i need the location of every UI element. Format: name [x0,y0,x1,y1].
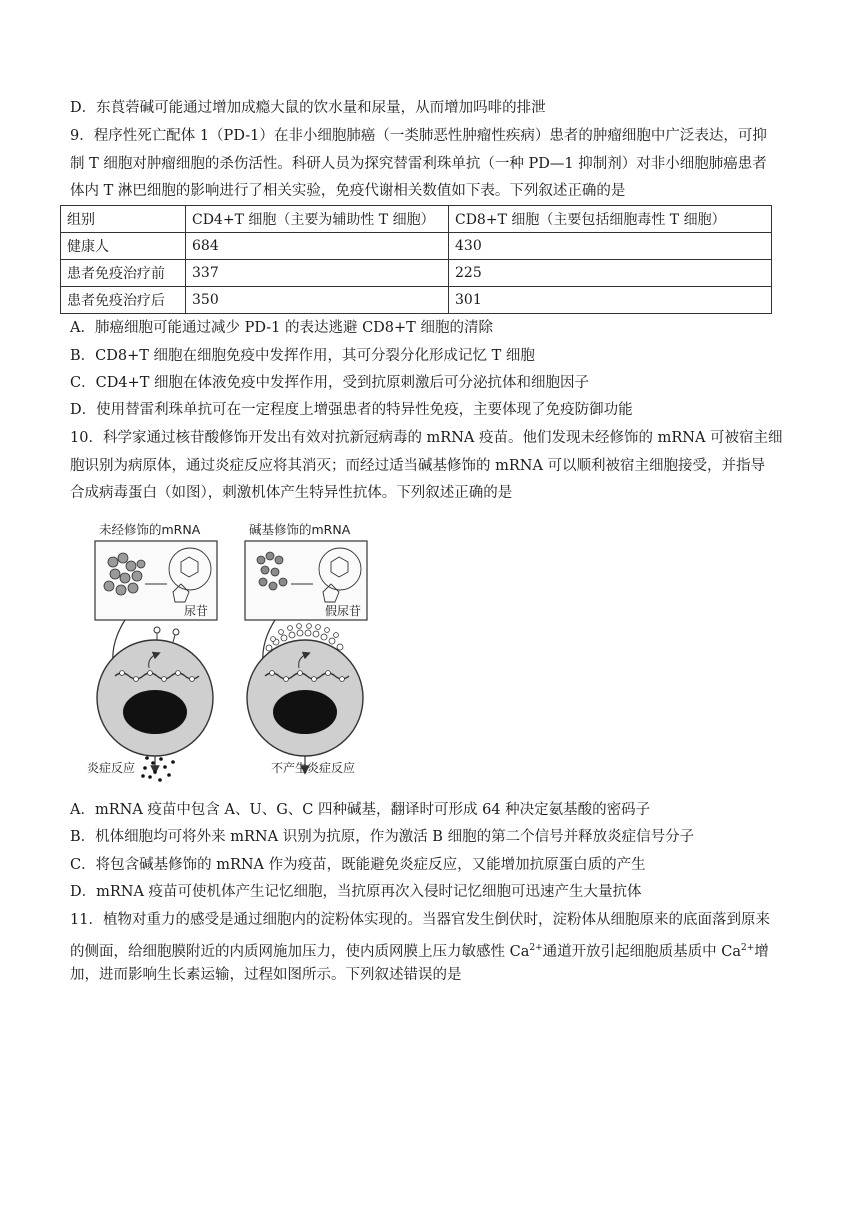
table-cell: 患者免疫治疗前 [61,260,186,287]
q10-option-c: C．将包含碱基修饰的 mRNA 作为疫苗，既能避免炎症反应，又能增加抗原蛋白质的产生 [70,857,646,873]
table-header-cell: CD8+T 细胞（主要包括细胞毒性 T 细胞） [449,206,772,233]
q10-option-b: B．机体细胞均可将外来 mRNA 识别为抗原，作为激活 B 细胞的第二个信号并释放炎症信号分子 [70,829,695,845]
q10-option-d: D．mRNA 疫苗可使机体产生记忆细胞，当抗原再次入侵时记忆细胞可迅速产生大量抗体 [70,884,642,900]
q11-sup-2: 2+ [741,943,755,953]
q10-option-a: A．mRNA 疫苗中包含 A、U、G、C 四种碱基，翻译时可形成 64 种决定氨基酸的密码子 [70,802,651,818]
t-cell-table [60,205,772,314]
q9-option-d: D．使用替雷利珠单抗可在一定程度上增强患者的特异性免疫，主要体现了免疫防御功能 [70,402,633,418]
q9-option-c: C．CD4+T 细胞在体液免疫中发挥作用，受到抗原刺激后可分泌抗体和细胞因子 [70,375,589,391]
q9-stem-line1: 9．程序性死亡配体 1（PD-1）在非小细胞肺癌（一类肺恶性肿瘤性疾病）患者的肿瘤细胞中广泛表达，可抑 [70,128,767,144]
table-row [61,287,772,314]
table-row [61,260,772,287]
table-cell: 684 [186,233,449,260]
left-title: 未经修饰的mRNA [99,522,201,537]
right-result-label: 不产生炎症反应 [271,761,356,775]
q8-option-d: D．东莨菪碱可能通过增加成瘾大鼠的饮水量和尿量，从而增加吗啡的排泄 [70,100,546,116]
q9-option-b: B．CD8+T 细胞在细胞免疫中发挥作用，其可分裂分化形成记忆 T 细胞 [70,348,535,364]
q11-stem-line1: 11．植物对重力的感受是通过细胞内的淀粉体实现的。当器官发生倒伏时，淀粉体从细胞原来的底面落到原来 [70,912,770,928]
table-header-row [61,206,772,233]
table-cell: 健康人 [61,233,186,260]
table-cell: 225 [449,260,772,287]
pseudouridine-label: 假尿苷 [325,604,362,618]
q9-stem-line2: 制 T 细胞对肿瘤细胞的杀伤活性。科研人员为探究替雷利珠单抗（一种 PD—1 抑制剂）对非小细胞肺癌患者 [70,156,767,172]
table-cell: 430 [449,233,772,260]
table-cell: 患者免疫治疗后 [61,287,186,314]
mrna-figure [85,514,385,786]
left-nucleus [123,690,187,734]
q10-stem-line3: 合成病毒蛋白（如图），刺激机体产生特异性抗体。下列叙述正确的是 [70,485,513,501]
table-header-cell: CD4+T 细胞（主要为辅助性 T 细胞） [186,206,449,233]
q11-line2-mid: 通道开放引起细胞质基质中 Ca [542,943,741,960]
q11-stem-line3: 加，进而影响生长素运输，过程如图所示。下列叙述错误的是 [70,967,462,983]
q9-stem-line3: 体内 T 淋巴细胞的影响进行了相关实验，免疫代谢相关数值如下表。下列叙述正确的是 [70,183,626,199]
right-nucleus [273,690,337,734]
table-cell: 337 [186,260,449,287]
table-row [61,233,772,260]
q10-stem-line1: 10．科学家通过核苷酸修饰开发出有效对抗新冠病毒的 mRNA 疫苗。他们发现未经修饰的 mRNA 可被宿主细 [70,430,783,446]
q11-line2-pre: 的侧面，给细胞膜附近的内质网施加压力，使内质网膜上压力敏感性 Ca [70,943,530,960]
q11-line2-post: 增 [754,943,769,960]
q11-sup-1: 2+ [529,943,543,953]
table-header-cell: 组别 [61,206,186,233]
left-result-label: 炎症反应 [87,761,136,775]
uridine-label: 尿苷 [184,604,209,618]
right-title: 碱基修饰的mRNA [249,522,351,537]
table-cell: 301 [449,287,772,314]
table-cell: 350 [186,287,449,314]
q9-option-a: A．肺癌细胞可能通过减少 PD-1 的表达逃避 CD8+T 细胞的清除 [70,320,493,336]
q11-stem-line2 [70,938,769,962]
inflammation-dots-icon [141,756,175,782]
q10-stem-line2: 胞识别为病原体，通过炎症反应将其消灭；而经过适当碱基修饰的 mRNA 可以顺利被宿主细胞接受，并指导 [70,458,766,474]
